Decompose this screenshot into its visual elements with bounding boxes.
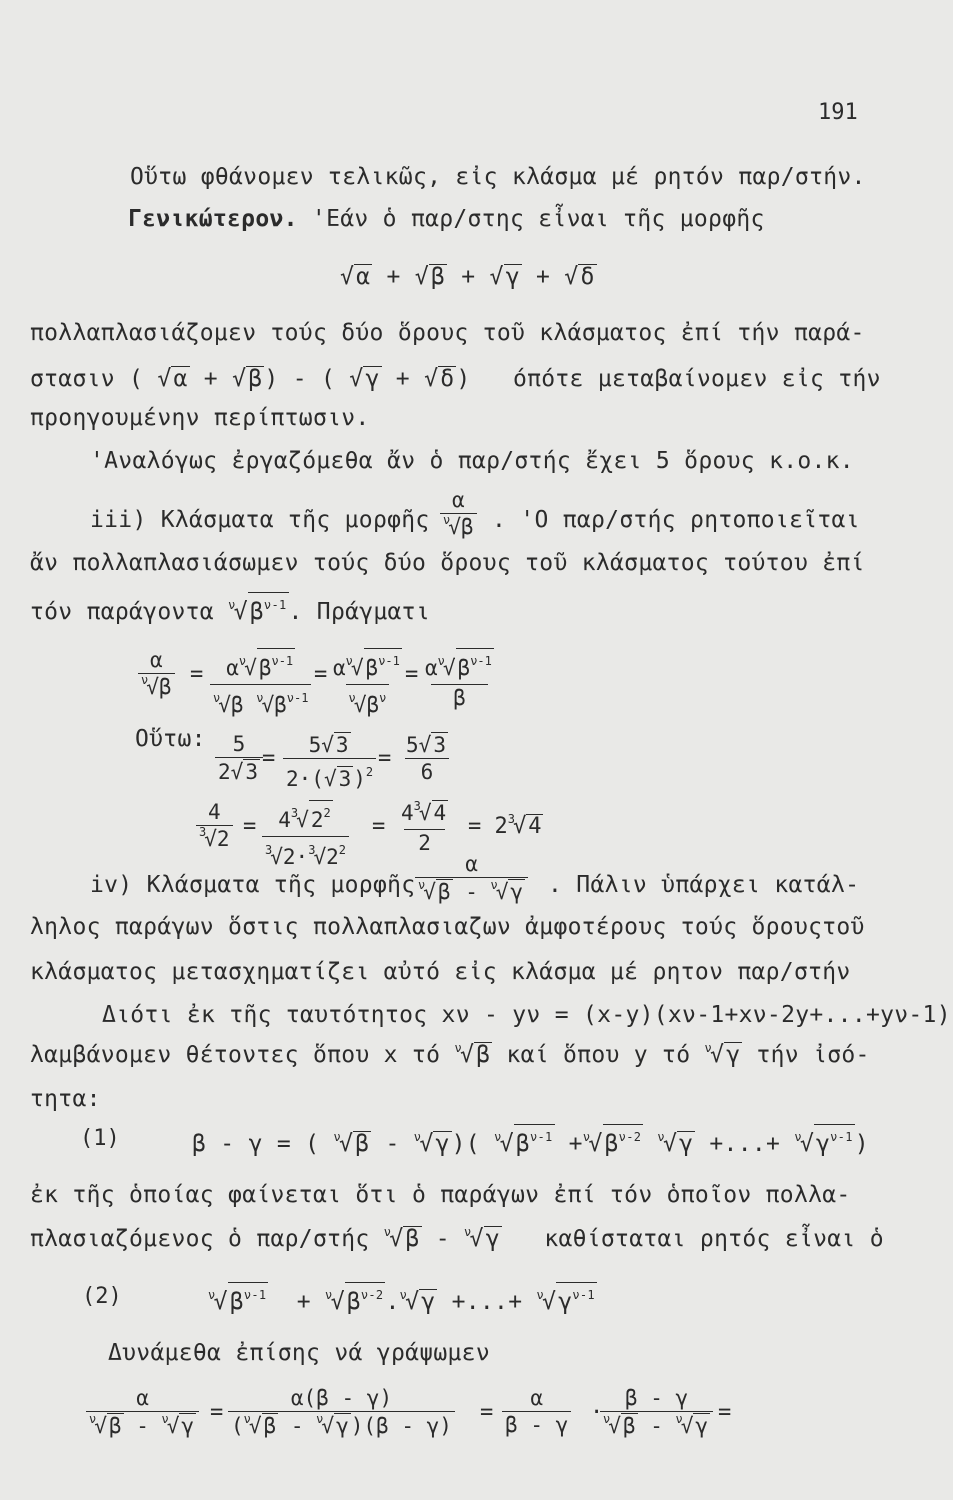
text-line-4: πολλαπλασιάζομεν τούς δύο ὅρους τοῦ κλάσματος ἐπί τήν παρά-: [30, 320, 865, 346]
text-line-15: ληλος παράγων ὅστις πολλαπλασιαζων ἀμφοτέρους τούς ὅρουςτοῦ: [30, 914, 865, 940]
label-outo: Οὕτω:: [135, 726, 206, 752]
text-line-14b: . Πάλιν ὑπάρχει κατάλ-: [548, 872, 860, 898]
eq-d-frac-2: $\frac{\alpha(\beta - \gamma)}{(^\nu√\beta - ^\nu√\gamma)(\beta - \gamma)}$: [228, 1386, 455, 1441]
equals-sign: =: [378, 746, 392, 771]
text-line-17: Διότι ἐκ τῆς ταυτότητος xν - yν = (x-y)(xν-1+xν-2y+...+yν-1): [102, 1002, 951, 1028]
equals-sign: =: [405, 662, 419, 687]
eq-b-frac-2: $\frac{5√3}{2\cdot(√3)^2}$: [283, 732, 376, 791]
text-line-7: 'Αναλόγως ἐργαζόμεθα ἄν ὁ παρ/στής ἔχει 5 ὅρους κ.ο.κ.: [90, 448, 854, 474]
text-line-8b: . 'Ο παρ/στής ρητοποιεῖται: [492, 507, 860, 533]
text-line-2-rest: 'Εάν ὁ παρ/στης εἶναι τῆς μορφῆς: [297, 206, 765, 232]
text-line-19: τητα:: [30, 1086, 101, 1112]
fraction-alpha-over-root-beta: $\frac{\alpha}{^\nu√\beta}$: [440, 488, 477, 542]
text-line-18: λαμβάνομεν θέτοντες ὅπου x τό $^\nu$√β καί ὅπου y τό $^\nu$√γ τήν ἰσό-: [30, 1041, 870, 1068]
eq-a-frac-2: $\frac{\alpha^\nu√\beta^{\nu-1}}{^\nu√\beta ^\nu√\beta^{\nu-1}}$: [210, 648, 311, 720]
eq-a-frac-3: $\frac{\alpha^\nu√\beta^{\nu-1}}{^\nu√\beta^\nu}$: [330, 648, 405, 720]
formula-sum-four-roots: √α + √β + √γ + √δ: [340, 264, 595, 290]
equation-1: β - γ = ( $^\nu$√β - $^\nu$√γ)( $^\nu√\beta^{\nu-1} +^\nu√\beta^{\nu-2}$ $^\nu$√γ +...+ $^\nu√\gamma^{\nu-1}$): [192, 1124, 869, 1162]
equals-sign: =: [480, 1400, 494, 1425]
text-line-9: ἄν πολλαπλασιάσωμεν τούς δύο ὅρους τοῦ κλάσματος τούτου ἐπί: [30, 550, 865, 576]
text-line-5: στασιν ( √α + √β) - ( √γ + √δ) όπότε μεταβαίνομεν εἰς τήν: [30, 366, 881, 392]
eq-a-frac-4: $\frac{\alpha^\nu√\beta^{\nu-1}}{\beta}$: [422, 648, 497, 710]
equals-sign: =: [243, 814, 257, 839]
eq-d-frac-4: $\frac{\beta - \gamma}{^\nu√\beta - ^\nu√\gamma}$: [600, 1386, 713, 1441]
eq-d-frac-3: $\frac{\alpha}{\beta - \gamma}$: [502, 1386, 571, 1437]
equation-2-label: (2): [82, 1284, 122, 1309]
text-line-6: προηγουμένην περίπτωσιν.: [30, 405, 370, 431]
text-line-21: ἐκ τῆς ὁποίας φαίνεται ὅτι ὁ παράγων ἐπί τόν ὁποῖον πολλα-: [30, 1182, 851, 1208]
text-line-24: Δυνάμεθα ἐπίσης νά γράψωμεν: [108, 1340, 490, 1366]
page-number: 191: [818, 100, 858, 125]
eq-d-frac-1: $\frac{\alpha}{^\nu√\beta - ^\nu√\gamma}$: [86, 1386, 199, 1441]
identity-formula: xν - yν = (x-y)(xν-1+xν-2y+...+yν-1): [441, 1002, 951, 1028]
equals-sign: =: [190, 662, 204, 687]
equals-sign: =: [262, 746, 276, 771]
eq-b-frac-3: $\frac{5√3}{6}$: [403, 732, 451, 784]
equals-sign: =: [718, 1400, 732, 1425]
equals-sign: =: [372, 814, 386, 839]
equals-sign: =: [210, 1400, 224, 1425]
heading-genikoteron: Γενικώτερον.: [128, 206, 298, 232]
fraction-alpha-over-root-diff: $\frac{\alpha}{^\nu√\beta - ^\nu√\gamma}$: [415, 852, 528, 907]
eq-c-frac-2: $\frac{4^3√2^2}{^3√2\cdot^3√2^2}$: [262, 800, 349, 872]
text-line-16: κλάσματος μετασχηματίζει αὐτό εἰς κλάσμα μέ ρητον παρ/στήν: [30, 959, 851, 985]
text-line-22: πλασιαζόμενος ὁ παρ/στής $^\nu$√β - $^\nu$√γ καθίσταται ρητός εἶναι ὁ: [30, 1225, 884, 1252]
eq-c-frac-3: $\frac{4^3√4}{2}$: [401, 799, 447, 855]
equals-sign: =: [314, 662, 328, 687]
eq-a-frac-1: $\frac{\alpha}{^\nu√\beta}$: [138, 648, 175, 702]
eq-b-frac-1: $\frac{5}{2√3}$: [215, 732, 263, 784]
multiply-dot: ·: [590, 1400, 604, 1425]
text-line-10: τόν παράγοντα $^\nu√\beta^{\nu-1}$. Πράγματι: [30, 592, 430, 630]
text-line-14a: iv) Κλάσματα τῆς μορφῆς: [90, 872, 416, 898]
text-line-2: [128, 204, 765, 234]
equation-2: $^\nu√\beta^{\nu-1} + ^\nu√\beta^{\nu-2}.^\nu√\gamma$ +...+ $^\nu√\gamma^{\nu-1}$: [208, 1282, 597, 1320]
eq-c-result: = $2^3√4$: [468, 812, 542, 839]
equation-1-label: (1): [80, 1126, 120, 1151]
text-line-1: Οὕτω φθάνομεν τελικῶς, εἰς κλάσμα μέ ρητόν παρ/στήν.: [130, 164, 866, 190]
eq-c-frac-1: $\frac{4}{^3√2}$: [196, 800, 233, 854]
text-line-8a: iii) Κλάσματα τῆς μορφῆς: [90, 507, 430, 533]
